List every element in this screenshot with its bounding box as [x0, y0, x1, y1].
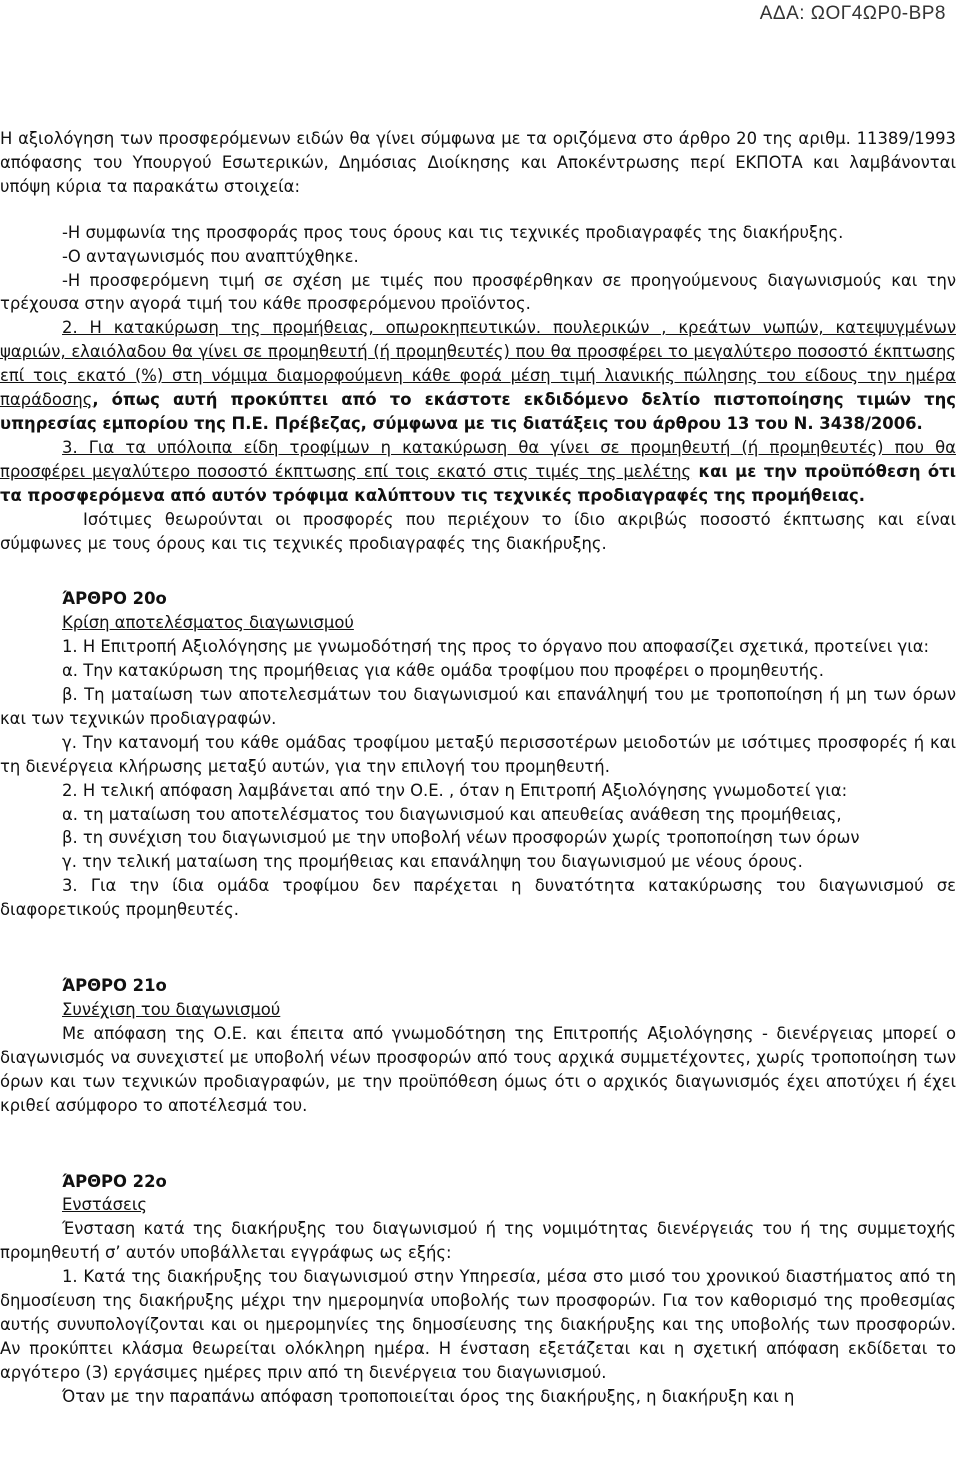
article-20-p2c: γ. την τελική ματαίωση της προμήθειας και επανάληψη του διαγωνισμού με νέους όρους. — [62, 852, 803, 872]
evaluation-criteria — [0, 221, 956, 317]
point-2-bold: , όπως αυτή προκύπτει από το εκάστοτε εκδιδόμενο δελτίο πιστοποίησης τιμών της υπηρεσίας εμπορίου της Π.Ε. Πρέβεζας, σύμφωνα με τις διατάξεις του άρθρου 13 του Ν. 3438/2006. — [0, 390, 956, 433]
article-20-subtitle: Κρίση αποτελέσματος διαγωνισμού — [62, 613, 354, 633]
article-22-p1: 1. Κατά της διακήρυξης του διαγωνισμού στην Υπηρεσία, μέσα στο μισό του χρονικού διαστήματος από τη δημοσίευση της διακήρυξης μέχρι την ημερομηνία υποβολής των προσφορών. Για τον καθορισμό της προθεσμίας αυτής συνυπολογίζονται και οι ημερομηνίες της δημοσίευσης της διακήρυξης και της υποβολής των προσφορών. Αν προκύπτει κλάσμα θεωρείται ολόκληρη ημέρα. Η ένσταση εξετάζεται και η σχετική απόφαση εκδίδεται το αργότερο (3) εργάσιμες ημέρες πριν από τη διενέργεια του διαγωνισμού. — [0, 1267, 956, 1382]
article-20-heading: ΆΡΘΡΟ 20ο — [62, 589, 167, 609]
criterion-2: -Ο ανταγωνισμός που αναπτύχθηκε. — [62, 246, 359, 266]
article-21-subtitle: Συνέχιση του διαγωνισμού — [62, 1000, 281, 1019]
article-20-a: α. Την κατακύρωση της προμήθειας για κάθε ομάδα τροφίμου που προφέρει ο προμηθευτής. — [62, 661, 824, 681]
article-20-p3: 3. Για την ίδια ομάδα τροφίμου δεν παρέχεται η δυνατότητα κατακύρωσης του διαγωνισμού σε διαφορετικούς προμηθευτές. — [0, 876, 956, 920]
point-3-underlined: . Για τα υπόλοιπα είδη τροφίμων η κατακύρωση θα γίνει σε προμηθευτή (ή προμηθευτές) που θα προσφέρει μεγαλύτερο ποσοστό έκπτωσης επί τοις εκατό στις τιμές της μελέτης — [0, 437, 956, 481]
article-20-p2: 2. Η τελική απόφαση λαμβάνεται από την Ο.Ε. , όταν η Επιτροπή Αξιολόγησης γνωμοδοτεί για: — [62, 780, 848, 800]
article-22-intro: Ένσταση κατά της διακήρυξης του διαγωνισμού ή της νομιμότητας διενέργειάς του ή της συμμετοχής προμηθευτή σ’ αυτόν υποβάλλεται εγγράφως ως εξής: — [0, 1219, 956, 1263]
point-3 — [0, 436, 956, 508]
point-3-bold: και με την προϋπόθεση ότι τα προσφερόμενα από αυτόν τρόφιμα καλύπτουν τις τεχνικές προδιαγραφές της προμήθειας. — [0, 461, 957, 505]
article-20-b: β. Τη ματαίωση των αποτελεσμάτων του διαγωνισμού και επανάληψή του με τροποποίηση ή μη των όρων και των τεχνικών προδιαγραφών. — [0, 685, 956, 728]
article-21-heading: ΆΡΘΡΟ 21ο — [62, 976, 167, 996]
article-22-heading: ΆΡΘΡΟ 22ο — [62, 1171, 167, 1191]
point-2-underlined: . Η κατακύρωση της προμήθειας, οπωροκηπευτικών. πουλερικών , κρεάτων νωπών, κατεψυγμένων ψαριών, ελαιόλαδου θα γίνει σε προμηθευτή (ή προμηθευτές) που θα προσφέρει το μεγαλύτερο ποσοστό έκπτωσης επί τοις εκατό (%) στη νόμιμα διαμορφούμενη κάθε φορά μέση τιμή λιανικής πώλησης του είδους την ημέρα παράδοσης — [0, 318, 956, 410]
article-20-p2a: α. τη ματαίωση του αποτελέσματος του διαγωνισμού και απευθείας ανάθεση της προμήθειας, — [62, 804, 842, 824]
document-body — [0, 127, 956, 1409]
criterion-1: -Η συμφωνία της προσφοράς προς τους όρους και τις τεχνικές προδιαγραφές της διακήρυξης. — [62, 222, 844, 242]
article-20-p2b: β. τη συνέχιση του διαγωνισμού με την υποβολή νέων προσφορών χωρίς τροποποίηση των όρων — [62, 828, 860, 848]
article-21-text: Με απόφαση της Ο.Ε. και έπειτα από γνωμοδότηση της Επιτροπής Αξιολόγησης - διενέργειας μπορεί ο διαγωνισμός να συνεχιστεί με υποβολή νέων προσφορών από τους αρχικά συμμετέχοντες, χωρίς τροποποίηση των όρων και των τεχνικών προδιαγραφών, με την προϋπόθεση όμως ότι ο αρχικός διαγωνισμός έχει αποτύχει ή έχει κριθεί ασύμφορο το αποτέλεσμά του. — [0, 1023, 956, 1115]
criterion-3: -Η προσφερόμενη τιμή σε σχέση με τιμές που προσφέρθηκαν σε προηγούμενους διαγωνισμούς και την τρέχουσα στην αγορά τιμή του κάθε προσφερόμενου προϊόντος. — [0, 270, 956, 314]
intro-paragraph: Η αξιολόγηση των προσφερόμενων ειδών θα γίνει σύμφωνα με τα οριζόμενα στο άρθρο 20 της αριθμ. 11389/1993 απόφασης του Υπουργού Εσωτερικών, Δημόσιας Διοίκησης και Αποκέντρωσης περί ΕΚΠΟΤΑ και λαμβάνονται υπόψη κύρια τα παρακάτω στοιχεία: — [0, 129, 956, 196]
equal-offers-paragraph: Ισότιμες θεωρούνται οι προσφορές που περιέχουν το ίδιο ακριβώς ποσοστό έκπτωσης και είναι σύμφωνες με τους όρους και τις τεχνικές προδιαγραφές της διακήρυξης. — [0, 509, 956, 553]
article-20-c: γ. Την κατανομή του κάθε ομάδας τροφίμου μεταξύ περισσοτέρων μειοδοτών με ισότιμες προσφορές ή και τη διενέργεια κλήρωσης μεταξύ αυτών, για την επιλογή του προμηθευτή. — [0, 732, 956, 776]
article-22-p2: Όταν με την παραπάνω απόφαση τροποποιείται όρος της διακήρυξης, η διακήρυξη και η — [62, 1386, 795, 1406]
article-22-subtitle: Ενστάσεις — [62, 1195, 147, 1215]
point-2 — [0, 316, 956, 436]
point-2-number: 2 — [62, 318, 73, 338]
point-3-number: 3 — [62, 437, 73, 457]
ada-code: ΑΔΑ: ΩΟΓ4ΩΡ0-ΒΡ8 — [759, 3, 946, 24]
article-20-p1: 1. Η Επιτροπή Αξιολόγησης με γνωμοδότησή της προς το όργανο που αποφασίζει σχετικά, προτείνει για: — [62, 637, 930, 657]
